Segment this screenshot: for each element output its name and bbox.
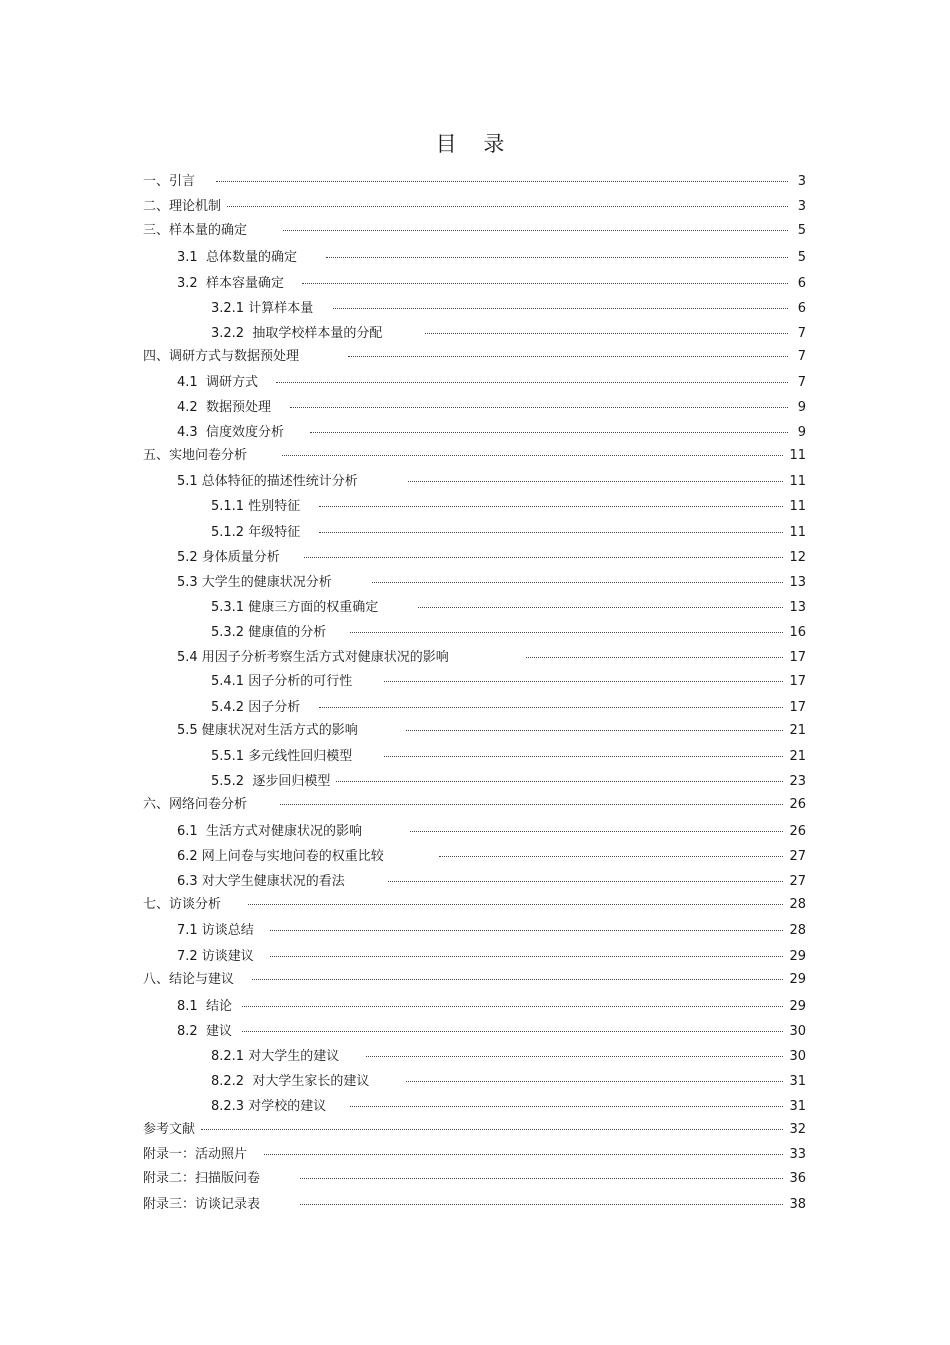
toc-leader-dots [406, 1081, 783, 1082]
toc-entry-label: 6.1 生活方式对健康状况的影响 [177, 824, 362, 839]
toc-page-number: 7 [797, 349, 806, 364]
toc-leader-dots [304, 557, 783, 558]
toc-entry-label: 4.2 数据预处理 [177, 400, 271, 415]
toc-page-number: 16 [789, 625, 806, 640]
toc-entry-label: 四、调研方式与数据预处理 [143, 349, 300, 364]
toc-entry-label: 附录二：扫描版问卷 [143, 1171, 261, 1186]
toc-entry[interactable] [177, 919, 806, 939]
toc-page-number: 11 [789, 499, 806, 514]
toc-entry-label: 5.5.2 逐步回归模型 [211, 774, 331, 789]
toc-leader-dots [526, 657, 783, 658]
toc-page-number: 27 [789, 849, 806, 864]
toc-entry-label: 附录一：活动照片 [143, 1147, 248, 1162]
toc-entry[interactable] [177, 845, 806, 865]
toc-entry-label: 二、理论机制 [143, 199, 222, 214]
toc-entry[interactable] [177, 646, 806, 666]
toc-leader-dots [283, 230, 788, 231]
toc-entry-label: 5.4.1 因子分析的可行性 [211, 674, 353, 689]
toc-page-number: 12 [789, 550, 806, 565]
toc-entry[interactable] [177, 371, 806, 391]
toc-entry-label: 附录三：访谈记录表 [143, 1197, 261, 1212]
toc-entry[interactable] [143, 195, 806, 215]
toc-entry[interactable] [177, 719, 806, 739]
toc-entry-label: 5.3.1 健康三方面的权重确定 [211, 600, 379, 615]
toc-entry-label: 5.1.2 年级特征 [211, 525, 301, 540]
toc-leader-dots [410, 831, 783, 832]
toc-entry-label: 5.2 身体质量分析 [177, 550, 280, 565]
toc-page-number: 31 [789, 1099, 806, 1114]
toc-entry[interactable] [143, 793, 806, 813]
toc-page-number: 11 [789, 474, 806, 489]
toc-entry[interactable] [143, 1167, 806, 1187]
toc-entry[interactable] [177, 470, 806, 490]
toc-entry-label: 3.2 样本容量确定 [177, 276, 284, 291]
toc-page-number: 3 [797, 199, 806, 214]
toc-entry[interactable] [211, 596, 806, 616]
toc-page-number: 5 [797, 223, 806, 238]
toc-entry[interactable] [211, 495, 806, 515]
toc-leader-dots [280, 804, 783, 805]
toc-entry[interactable] [211, 670, 806, 690]
toc-leader-dots [336, 781, 783, 782]
toc-entry[interactable] [143, 968, 806, 988]
toc-entry[interactable] [177, 246, 806, 266]
toc-page-number: 30 [789, 1024, 806, 1039]
toc-entry-label: 8.2.2 对大学生家长的建议 [211, 1074, 370, 1089]
toc-entry-label: 5.1.1 性别特征 [211, 499, 301, 514]
toc-page-number: 36 [789, 1171, 806, 1186]
toc-page-number: 26 [789, 824, 806, 839]
toc-leader-dots [300, 1204, 783, 1205]
toc-leader-dots [326, 257, 788, 258]
toc-leader-dots [384, 756, 783, 757]
toc-entry[interactable] [143, 1193, 806, 1213]
toc-page-number: 38 [789, 1197, 806, 1212]
toc-leader-dots [348, 356, 788, 357]
toc-page-number: 26 [789, 797, 806, 812]
toc-page-number: 6 [797, 276, 806, 291]
toc-leader-dots [201, 1129, 783, 1130]
toc-entry-label: 7.1 访谈总结 [177, 923, 254, 938]
toc-entry[interactable] [143, 345, 806, 365]
toc-page-number: 9 [797, 400, 806, 415]
toc-entry-label: 八、结论与建议 [143, 972, 235, 987]
toc-page-number: 32 [789, 1122, 806, 1137]
toc-entry[interactable] [143, 1118, 806, 1138]
toc-page-number: 7 [797, 375, 806, 390]
toc-entry-label: 5.3.2 健康值的分析 [211, 625, 327, 640]
toc-entry-label: 7.2 访谈建议 [177, 949, 254, 964]
toc-entry[interactable] [143, 170, 806, 190]
toc-entry[interactable] [177, 870, 806, 890]
toc-leader-dots [264, 1154, 783, 1155]
toc-entry-label: 6.2 网上问卷与实地问卷的权重比较 [177, 849, 384, 864]
toc-leader-dots [310, 432, 788, 433]
toc-leader-dots [227, 206, 788, 207]
toc-page-number: 21 [789, 749, 806, 764]
toc-leader-dots [276, 382, 788, 383]
toc-page-number: 13 [789, 575, 806, 590]
toc-entry[interactable] [177, 571, 806, 591]
toc-entry[interactable] [177, 546, 806, 566]
toc-entry-label: 5.4.2 因子分析 [211, 700, 301, 715]
toc-page-number: 5 [797, 250, 806, 265]
toc-leader-dots [300, 1178, 783, 1179]
toc-page-number: 21 [789, 723, 806, 738]
toc-page-number: 29 [789, 949, 806, 964]
toc-entry-label: 8.2.3 对学校的建议 [211, 1099, 327, 1114]
toc-entry-label: 5.5.1 多元线性回归模型 [211, 749, 353, 764]
toc-entry[interactable] [211, 770, 806, 790]
toc-leader-dots [350, 1106, 783, 1107]
toc-page-number: 17 [789, 700, 806, 715]
toc-leader-dots [388, 881, 783, 882]
toc-page-number: 17 [789, 674, 806, 689]
toc-entry[interactable] [211, 696, 806, 716]
toc-entry[interactable] [211, 297, 806, 317]
toc-entry[interactable] [177, 396, 806, 416]
toc-entry[interactable] [143, 444, 806, 464]
toc-entry-label: 4.3 信度效度分析 [177, 425, 284, 440]
toc-leader-dots [350, 632, 783, 633]
toc-leader-dots [319, 707, 783, 708]
toc-page-number: 28 [789, 923, 806, 938]
toc-entry-label: 5.4 用因子分析考察生活方式对健康状况的影响 [177, 650, 449, 665]
toc-entry-label: 参考文献 [143, 1122, 196, 1137]
toc-entry-label: 5.5 健康状况对生活方式的影响 [177, 723, 358, 738]
toc-entry-label: 8.2 建议 [177, 1024, 232, 1039]
toc-entry-label: 三、样本量的确定 [143, 223, 248, 238]
toc-entry[interactable] [211, 1045, 806, 1065]
toc-entry[interactable] [177, 421, 806, 441]
toc-entry[interactable] [177, 820, 806, 840]
toc-entry[interactable] [211, 745, 806, 765]
toc-entry-label: 3.1 总体数量的确定 [177, 250, 297, 265]
toc-entry-label: 8.2.1 对大学生的建议 [211, 1049, 340, 1064]
toc-entry-label: 8.1 结论 [177, 999, 232, 1014]
toc-page-number: 6 [797, 301, 806, 316]
toc-leader-dots [319, 532, 783, 533]
toc-leader-dots [290, 407, 788, 408]
toc-page-number: 28 [789, 897, 806, 912]
toc-entry[interactable] [143, 1143, 806, 1163]
toc-page-number: 29 [789, 972, 806, 987]
toc-leader-dots [333, 308, 788, 309]
toc-leader-dots [242, 1031, 783, 1032]
toc-entry-label: 4.1 调研方式 [177, 375, 258, 390]
toc-leader-dots [270, 956, 783, 957]
toc-page-number: 13 [789, 600, 806, 615]
toc-entry[interactable] [211, 521, 806, 541]
toc-entry[interactable] [211, 1095, 806, 1115]
toc-leader-dots [372, 582, 783, 583]
toc-entry[interactable] [211, 621, 806, 641]
toc-entry[interactable] [211, 322, 806, 342]
toc-entry-label: 3.2.1 计算样本量 [211, 301, 314, 316]
toc-leader-dots [418, 607, 783, 608]
toc-entry-label: 五、实地问卷分析 [143, 448, 248, 463]
toc-leader-dots [406, 730, 783, 731]
toc-leader-dots [242, 1006, 783, 1007]
toc-page-number: 11 [789, 448, 806, 463]
toc-entry-label: 5.1 总体特征的描述性统计分析 [177, 474, 358, 489]
toc-entry-label: 6.3 对大学生健康状况的看法 [177, 874, 345, 889]
toc-page-number: 11 [789, 525, 806, 540]
toc-entry-label: 六、网络问卷分析 [143, 797, 248, 812]
toc-leader-dots [439, 856, 783, 857]
toc-entry[interactable] [143, 219, 806, 239]
toc-entry-label: 3.2.2 抽取学校样本量的分配 [211, 326, 383, 341]
toc-leader-dots [270, 930, 783, 931]
toc-entry-label: 5.3 大学生的健康状况分析 [177, 575, 332, 590]
toc-page-number: 9 [797, 425, 806, 440]
toc-entry[interactable] [177, 272, 806, 292]
toc-page-number: 33 [789, 1147, 806, 1162]
toc-entry-label: 七、访谈分析 [143, 897, 222, 912]
toc-entry[interactable] [177, 995, 806, 1015]
toc-page-number: 29 [789, 999, 806, 1014]
toc-page-number: 23 [789, 774, 806, 789]
toc-entry[interactable] [177, 945, 806, 965]
toc-leader-dots [408, 481, 783, 482]
toc-page-number: 17 [789, 650, 806, 665]
toc-page-number: 3 [797, 174, 806, 189]
toc-entry[interactable] [143, 893, 806, 913]
toc-leader-dots [384, 681, 783, 682]
toc-leader-dots [216, 181, 788, 182]
toc-leader-dots [252, 979, 783, 980]
toc-entry[interactable] [211, 1070, 806, 1090]
toc-entry[interactable] [177, 1020, 806, 1040]
toc-page-number: 7 [797, 326, 806, 341]
toc-page-number: 27 [789, 874, 806, 889]
toc-leader-dots [319, 506, 783, 507]
toc-leader-dots [282, 455, 783, 456]
toc-leader-dots [366, 1056, 783, 1057]
toc-title: 目 录 [435, 132, 515, 156]
toc-leader-dots [248, 904, 783, 905]
toc-entry-label: 一、引言 [143, 174, 196, 189]
toc-page-number: 31 [789, 1074, 806, 1089]
toc-page-number: 30 [789, 1049, 806, 1064]
toc-leader-dots [425, 333, 788, 334]
toc-leader-dots [302, 283, 788, 284]
